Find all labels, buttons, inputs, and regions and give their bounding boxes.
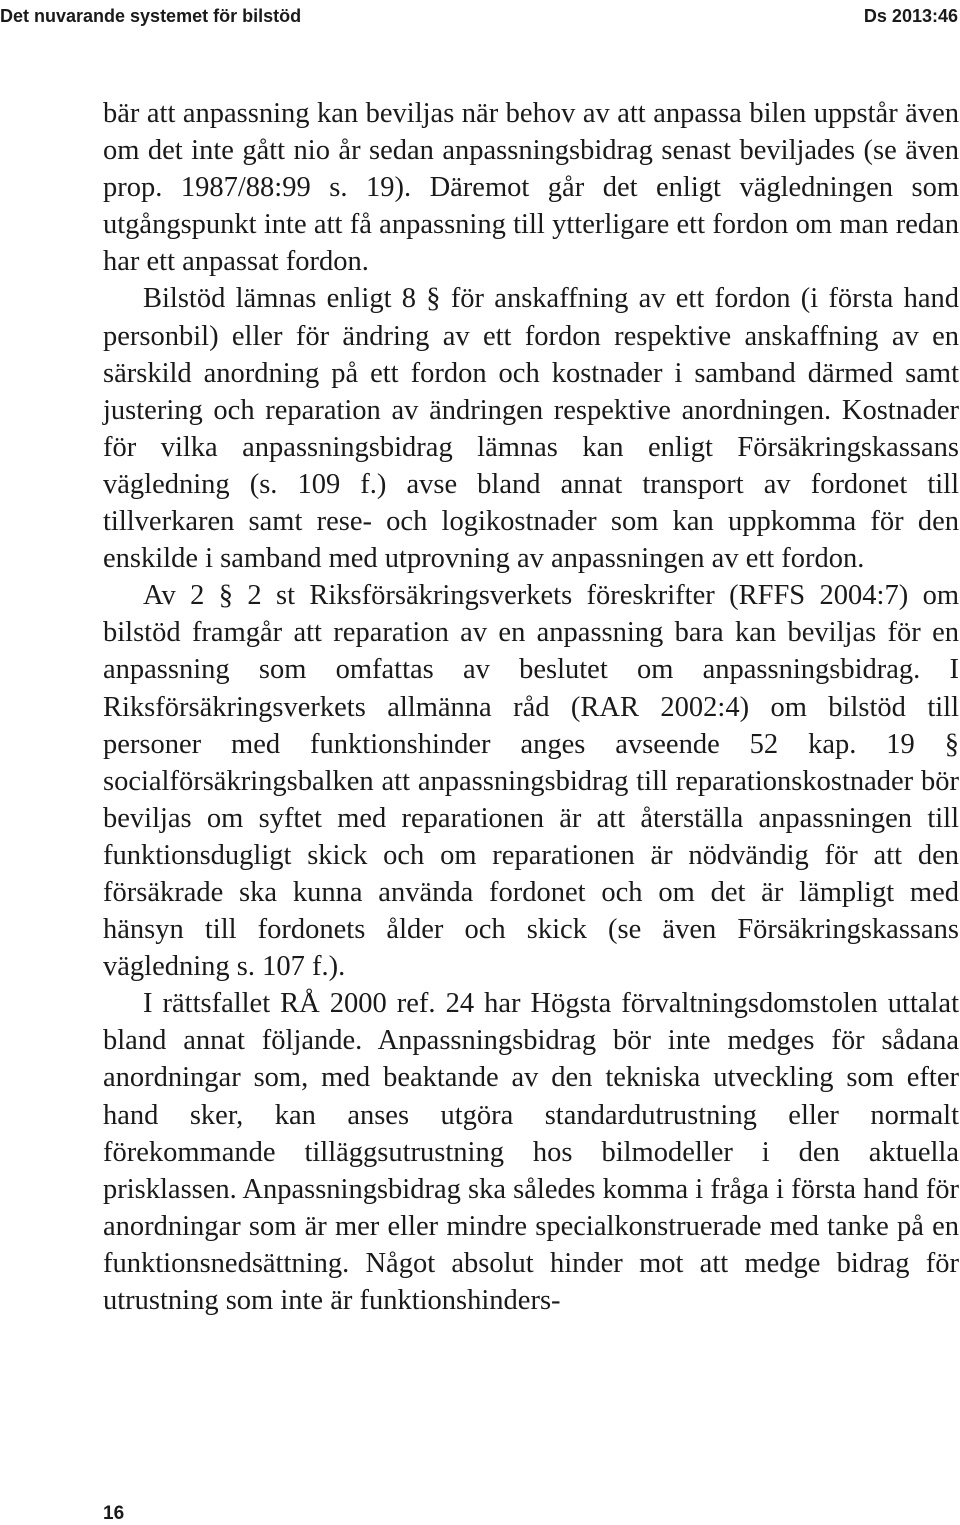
paragraph-continuation: bär att anpassning kan beviljas när behov av att anpassa bilen uppstår även om det inte gått nio år sedan anpassningsbidrag senast beviljades (se även prop. 1987/88:99 s. 19). Däremot går det enligt vägledningen som utgångspunkt inte att få anpassning till ytterligare ett fordon om man redan har ett anpassat fordon. bbox=[103, 98, 959, 278]
running-header bbox=[0, 4, 960, 28]
document-id: Ds 2013:46 bbox=[863, 6, 958, 26]
paragraph-rffs-2004-7: Av 2 § 2 st Riksförsäkringsverkets föreskrifter (RFFS 2004:7) om bilstöd framgår att reparation av en anpassning bara kan beviljas för en anpassning som omfattas av beslutet om anpassningsbidrag. I Riksförsäkringsverkets allmänna råd (RAR 2002:4) om bilstöd till personer med funktionshinder anges avseende 52 kap. 19 § socialförsäkringsbalken att anpassningsbidrag till reparationskostnader bör beviljas om syftet med reparationen är att återställa anpassningen till funktionsdugligt skick och om reparationen är nödvändig för att den försäkrade ska kunna använda fordonet och om det är lämpligt med hänsyn till fordonets ålder och skick (se även Försäkringskassans vägledning s. 107 f.). bbox=[103, 580, 959, 983]
section-title: Det nuvarande systemet för bilstöd bbox=[0, 6, 302, 26]
paragraph-bilstod-8: Bilstöd lämnas enligt 8 § för anskaffning av ett fordon (i första hand personbil) eller för ändring av ett fordon respektive anskaffning av en särskild anordning på ett fordon och kostnader i samband därmed samt justering och reparation av ändringen respektive anordningen. Kostnader för vilka anpassningsbidrag lämnas kan enligt Försäkringskassans vägledning (s. 109 f.) avse bland annat transport av fordonet till tillverkaren samt rese- och logikostnader som kan uppkomma för den enskilde i samband med utprovning av anpassningen av ett fordon. bbox=[103, 283, 959, 575]
page-number: 16 bbox=[103, 1503, 125, 1524]
body-text bbox=[103, 95, 959, 1319]
paragraph-ra-2000-ref-24: I rättsfallet RÅ 2000 ref. 24 har Högsta förvaltningsdomstolen uttalat bland annat följande. Anpassningsbidrag bör inte medges för sådana anordningar som, med beaktande av den tekniska utveckling som efter hand sker, kan anses utgöra standardutrustning eller normalt förekommande tilläggsutrustning hos bilmodeller i den aktuella prisklassen. Anpassningsbidrag ska således komma i fråga i första hand för anordningar som är mer eller mindre specialkonstruerade med tanke på en funktionsnedsättning. Något absolut hinder mot att medge bidrag för utrustning som inte är funktionshinders- bbox=[103, 988, 959, 1316]
